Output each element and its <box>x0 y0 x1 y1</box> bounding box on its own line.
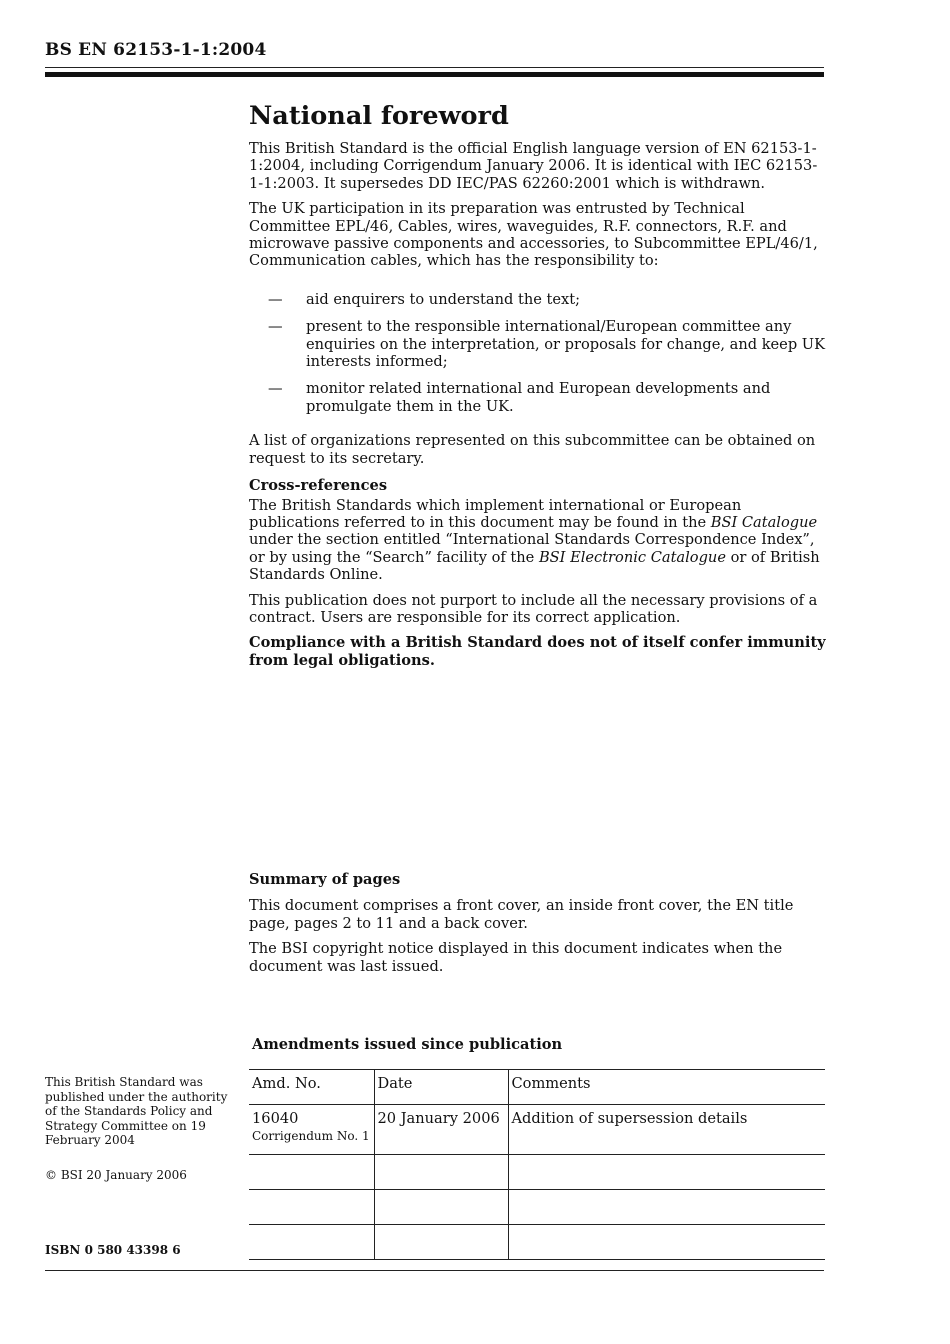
standard-id: BS EN 62153-1-1:2004 <box>45 40 267 60</box>
empty-cell <box>374 1155 508 1190</box>
summary-heading: Summary of pages <box>249 871 401 888</box>
table-row <box>249 1225 825 1260</box>
table-row <box>249 1190 825 1225</box>
header-rule-thick <box>45 72 824 77</box>
list-item <box>249 291 827 308</box>
amendments-title: Amendments issued since publication <box>252 1036 563 1053</box>
cross-references-heading: Cross-references <box>249 477 388 495</box>
empty-cell <box>249 1155 374 1190</box>
amd-no-value: 16040 <box>252 1110 299 1127</box>
publication-authority-note: This British Standard was published under the authority of the Standards Policy and Strategy Committee on 19 February 2004 <box>45 1075 228 1148</box>
list-item-text: aid enquirers to understand the text; <box>306 290 581 308</box>
empty-cell <box>508 1155 825 1190</box>
column-header-comments: Comments <box>508 1070 825 1105</box>
comments-cell: Addition of supersession details <box>508 1105 825 1155</box>
copyright-notice-paragraph: The BSI copyright notice displayed in this document indicates when the document was last issued. <box>249 940 783 975</box>
empty-cell <box>374 1225 508 1260</box>
amendments-table <box>249 1069 825 1260</box>
corrigendum-note: Corrigendum No. 1 <box>252 1129 370 1143</box>
dash-marker: — <box>268 290 283 308</box>
amd-no-cell <box>249 1105 374 1155</box>
cross-ref-text: The British Standards which implement international or European publications referred to in this document may be found in the <box>249 496 742 531</box>
header-rule-thin <box>45 67 824 68</box>
compliance-statement: Compliance with a British Standard does not of itself confer immunity from legal obligations. <box>249 634 826 669</box>
empty-cell <box>508 1190 825 1225</box>
copyright-line: © BSI 20 January 2006 <box>45 1168 187 1182</box>
provisions-paragraph: This publication does not purport to include all the necessary provisions of a contract. Users are responsible for its correct application. <box>249 591 818 626</box>
isbn: ISBN 0 580 43398 6 <box>45 1243 181 1257</box>
intro-paragraph: This British Standard is the official English language version of EN 62153-1-1:2004, including Corrigendum January 2006. It is identical with IEC 62153-1-1:2003. It supersedes DD IEC/PAS 62260:2001 which is withdrawn. <box>249 140 818 192</box>
list-item-text: monitor related international and European developments and promulgate them in the UK. <box>306 380 771 415</box>
summary-of-pages-section <box>249 871 827 983</box>
empty-cell <box>249 1225 374 1260</box>
organizations-paragraph: A list of organizations represented on this subcommittee can be obtained on request to its secretary. <box>249 432 816 467</box>
dash-marker: — <box>268 380 283 398</box>
bsi-electronic-catalogue-ref: BSI Electronic Catalogue <box>538 548 726 566</box>
empty-cell <box>249 1190 374 1225</box>
cross-ref-text: or of British Standards Online. <box>249 548 820 584</box>
bsi-catalogue-ref: BSI Catalogue <box>710 513 818 531</box>
column-header-amd-no: Amd. No. <box>249 1070 374 1105</box>
cross-references-paragraph <box>249 497 827 584</box>
empty-cell <box>508 1225 825 1260</box>
responsibility-list <box>249 291 827 415</box>
footer-rule <box>45 1270 824 1271</box>
table-header-row <box>249 1070 825 1105</box>
list-item <box>249 380 827 415</box>
participation-paragraph: The UK participation in its preparation was entrusted by Technical Committee EPL/46, Cables, wires, waveguides, R.F. connectors, R.F. and microwave passive components and accessories, to Subcommittee EPL/46/1, Communication cables, which has the responsibility to: <box>249 200 818 270</box>
page-title: National foreword <box>249 101 509 131</box>
column-header-date: Date <box>374 1070 508 1105</box>
date-cell: 20 January 2006 <box>374 1105 508 1155</box>
list-item <box>249 318 827 370</box>
list-item-text: present to the responsible international/European committee any enquiries on the interpretation, or proposals for change, and keep UK interests informed; <box>306 318 826 371</box>
dash-marker: — <box>268 318 283 336</box>
summary-paragraph: This document comprises a front cover, an inside front cover, the EN title page, pages 2 to 11 and a back cover. <box>249 897 794 932</box>
national-foreword-section <box>249 101 827 677</box>
table-row <box>249 1155 825 1190</box>
table-row <box>249 1105 825 1155</box>
cross-ref-text: under the section entitled “International Standards Correspondence Index”, or by using the “Search” facility of the <box>249 531 815 566</box>
empty-cell <box>374 1190 508 1225</box>
